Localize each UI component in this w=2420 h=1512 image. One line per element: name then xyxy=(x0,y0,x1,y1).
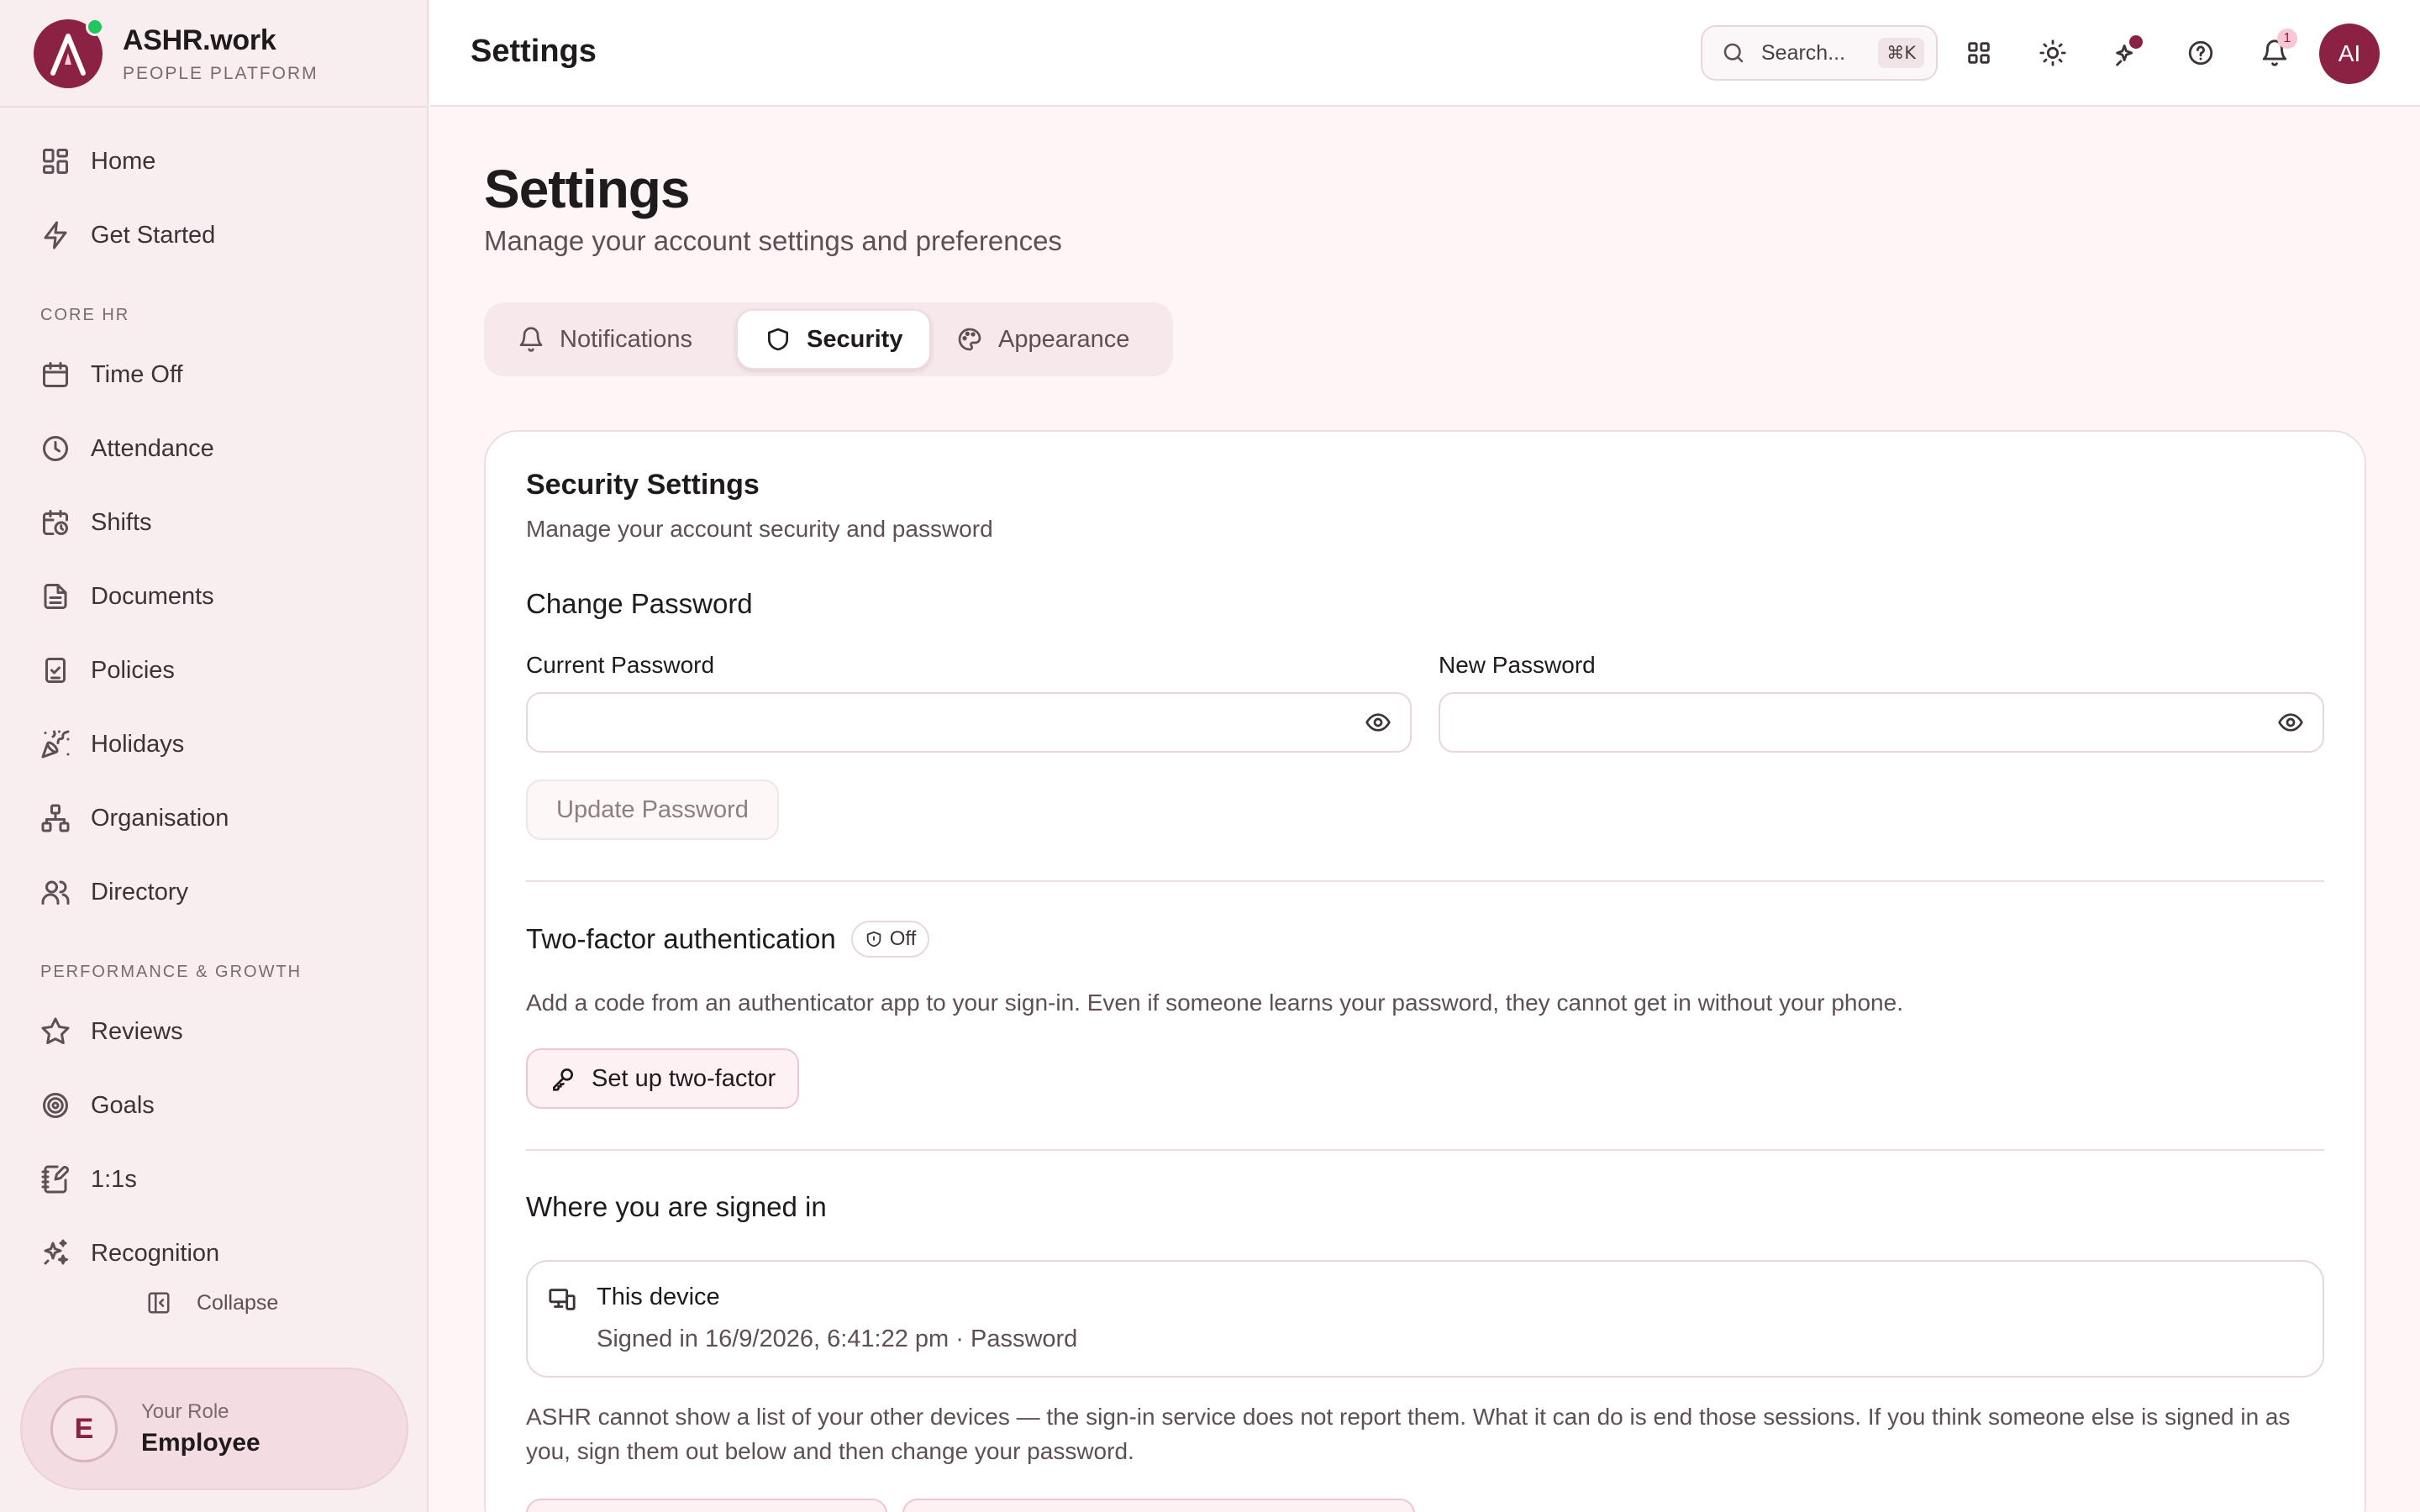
role-value: Employee xyxy=(141,1429,260,1457)
search-icon xyxy=(1721,40,1746,66)
sidebar-item-label: Attendance xyxy=(91,434,214,462)
tab-label: Appearance xyxy=(998,325,1130,353)
sidebar-item-label: Recognition xyxy=(91,1239,220,1267)
role-avatar: E xyxy=(50,1395,118,1462)
org-chart-icon xyxy=(40,803,71,833)
sidebar-item-label: Holidays xyxy=(91,730,185,758)
apps-button[interactable] xyxy=(1958,32,2000,74)
bell-icon xyxy=(518,326,544,353)
key-icon xyxy=(550,1065,576,1092)
sidebar-item-reviews[interactable] xyxy=(40,1006,183,1057)
palette-icon xyxy=(956,326,983,353)
two-factor-description: Add a code from an authenticator app to your sign-in. Even if someone learns your password, they cannot get in without your phone. xyxy=(526,990,1903,1016)
tab-appearance[interactable] xyxy=(929,309,1156,370)
sidebar-item-label: Goals xyxy=(91,1091,155,1119)
search-box[interactable] xyxy=(1701,25,1938,81)
sidebar-item-goals[interactable] xyxy=(40,1080,155,1131)
sidebar-item-directory[interactable] xyxy=(40,867,188,917)
sidebar-item-label: Get Started xyxy=(91,221,216,249)
page-subtitle: Manage your account settings and preferences xyxy=(484,225,1062,256)
target-icon xyxy=(40,1090,71,1121)
sidebar-item-label: Documents xyxy=(91,582,214,610)
role-card[interactable] xyxy=(20,1368,408,1490)
setup-two-factor-button[interactable] xyxy=(526,1048,799,1109)
sidebar-divider xyxy=(0,106,429,108)
setup-two-factor-label: Set up two-factor xyxy=(592,1064,776,1092)
tab-security[interactable] xyxy=(736,309,931,370)
sessions-note: ASHR cannot show a list of your other devices — the sign-in service does not report them. What it can do is end those sessions. If you think someone else is signed in as you, sign them out below and then change your password. xyxy=(526,1404,2291,1464)
lightning-icon xyxy=(40,220,71,250)
devices-icon xyxy=(548,1285,576,1314)
document-icon xyxy=(40,581,71,612)
sidebar-section-performance: PERFORMANCE & GROWTH xyxy=(40,963,302,981)
new-indicator-dot xyxy=(2129,35,2143,49)
sun-icon xyxy=(2039,39,2067,67)
device-meta: Signed in 16/9/2026, 6:41:22 pm · Password xyxy=(597,1326,1078,1352)
brand[interactable] xyxy=(34,18,318,89)
update-password-button[interactable]: Update Password xyxy=(526,780,779,840)
shield-icon xyxy=(865,930,883,948)
settings-tabs xyxy=(484,302,1173,376)
sidebar-item-one-on-ones[interactable] xyxy=(40,1154,137,1205)
tab-label: Security xyxy=(807,325,903,353)
tab-label: Notifications xyxy=(560,325,692,353)
role-label: Your Role xyxy=(141,1400,229,1423)
sidebar-item-shifts[interactable] xyxy=(40,497,152,548)
sidebar-item-policies[interactable] xyxy=(40,645,175,696)
sign-out-others-button[interactable] xyxy=(902,1499,1415,1512)
sign-out-button[interactable] xyxy=(526,1499,887,1512)
new-password-label: New Password xyxy=(1439,652,1596,678)
sidebar-item-label: Home xyxy=(91,147,156,175)
sidebar-item-organisation[interactable] xyxy=(40,793,229,843)
two-factor-status: Off xyxy=(889,927,917,950)
calendar-clock-icon xyxy=(40,507,71,538)
help-button[interactable] xyxy=(2180,32,2222,74)
current-password-field[interactable] xyxy=(526,692,1412,753)
tab-notifications[interactable] xyxy=(491,309,719,370)
header-title: Settings xyxy=(471,34,597,69)
page-title: Settings xyxy=(484,159,690,219)
section-divider xyxy=(526,880,2324,882)
sidebar-item-label: Organisation xyxy=(91,804,229,832)
sidebar-item-holidays[interactable] xyxy=(40,719,184,769)
brand-logo xyxy=(34,19,103,88)
help-circle-icon xyxy=(2186,39,2215,67)
top-header xyxy=(430,0,2420,107)
sidebar-item-home[interactable] xyxy=(40,136,155,186)
policy-check-icon xyxy=(40,655,71,685)
party-popper-icon xyxy=(40,729,71,759)
sidebar-item-get-started[interactable] xyxy=(40,210,215,260)
brand-name: ASHR.work xyxy=(123,24,276,56)
online-status-dot xyxy=(86,18,104,36)
sidebar-item-recognition[interactable] xyxy=(40,1228,219,1278)
sessions-heading: Where you are signed in xyxy=(526,1191,827,1222)
sidebar xyxy=(0,0,429,1512)
eye-icon[interactable] xyxy=(2277,709,2304,736)
collapse-label: Collapse xyxy=(197,1290,279,1315)
security-settings-card xyxy=(484,430,2366,1512)
two-factor-heading: Two-factor authentication xyxy=(526,923,836,954)
user-avatar[interactable]: AI xyxy=(2319,24,2380,84)
notifications-button[interactable] xyxy=(2254,32,2296,74)
clock-icon xyxy=(40,433,71,464)
whats-new-button[interactable] xyxy=(2106,32,2148,74)
eye-icon[interactable] xyxy=(1365,709,1392,736)
sidebar-section-core-hr: CORE HR xyxy=(40,306,130,324)
sidebar-item-documents[interactable] xyxy=(40,571,214,622)
notebook-pen-icon xyxy=(40,1164,71,1194)
two-factor-header xyxy=(526,921,929,958)
apps-grid-icon xyxy=(1965,39,1993,67)
theme-toggle-button[interactable] xyxy=(2032,32,2074,74)
star-icon xyxy=(40,1016,71,1047)
panel-collapse-icon xyxy=(146,1290,171,1315)
sidebar-item-label: Shifts xyxy=(91,508,152,536)
change-password-heading: Change Password xyxy=(526,588,753,619)
sidebar-item-label: Directory xyxy=(91,878,189,906)
security-title: Security Settings xyxy=(526,469,760,501)
security-subtitle: Manage your account security and password xyxy=(526,516,993,542)
dashboard-grid-icon xyxy=(40,146,71,176)
sidebar-item-label: 1:1s xyxy=(91,1165,137,1193)
brand-subtitle: PEOPLE PLATFORM xyxy=(123,63,318,83)
users-icon xyxy=(40,877,71,907)
brand-logo-icon xyxy=(48,31,88,76)
notification-count-badge: 1 xyxy=(2277,29,2297,49)
current-device-session xyxy=(526,1260,2324,1378)
new-password-field[interactable] xyxy=(1439,692,2324,753)
calendar-icon xyxy=(40,360,71,390)
sidebar-item-label: Policies xyxy=(91,656,175,684)
collapse-sidebar-button[interactable] xyxy=(146,1290,278,1315)
section-divider xyxy=(526,1149,2324,1151)
search-shortcut: ⌘K xyxy=(1878,38,1924,68)
sidebar-item-label: Time Off xyxy=(91,360,183,388)
two-factor-status-badge xyxy=(851,921,930,958)
sparkles-icon xyxy=(40,1238,71,1268)
sidebar-item-label: Reviews xyxy=(91,1017,183,1045)
shield-icon xyxy=(765,326,792,353)
current-password-label: Current Password xyxy=(526,652,715,678)
device-name: This device xyxy=(597,1284,720,1310)
search-placeholder: Search... xyxy=(1761,40,1846,65)
sidebar-item-time-off[interactable] xyxy=(40,349,183,400)
sidebar-item-attendance[interactable] xyxy=(40,423,214,474)
